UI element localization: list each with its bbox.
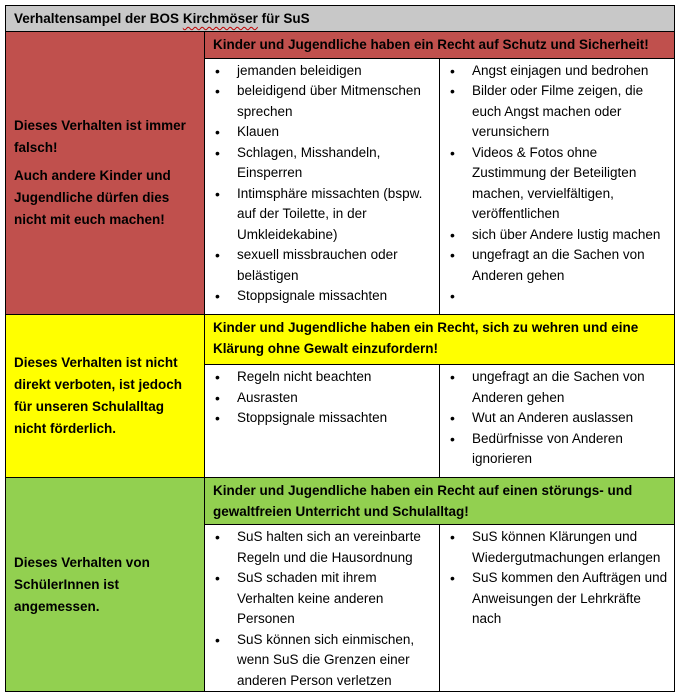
- list-item: • Bilder oder Filme zeigen, die euch Angst machen oder verunsichern: [444, 81, 670, 143]
- red-verdict-line-2: Auch andere Kinder und Jugendliche dürfen dies nicht mit euch machen!: [14, 168, 171, 227]
- list-item: • Ausrasten: [209, 388, 435, 409]
- list-item: • Stoppsignale missachten: [209, 286, 435, 307]
- yellow-verdict-cell: [6, 315, 205, 478]
- title-suffix: für SuS: [257, 11, 310, 26]
- title-underlined-word: Kirchmöser: [182, 11, 258, 26]
- green-list-right-items: [444, 527, 670, 630]
- yellow-list-left-items: [209, 367, 435, 429]
- list-item-empty: [444, 286, 670, 307]
- red-verdict-line-1: Dieses Verhalten ist immer falsch!: [14, 118, 186, 155]
- list-item: • SuS schaden mit ihrem Verhalten keine anderen Personen: [209, 568, 435, 630]
- red-list-right: [440, 58, 675, 314]
- title-prefix: Verhaltensampel der BOS: [14, 11, 183, 26]
- red-verdict-cell: [6, 32, 205, 315]
- red-list-left-items: [209, 61, 435, 307]
- title-row: [6, 6, 675, 32]
- yellow-list-right: [440, 365, 675, 478]
- green-list-right: [440, 525, 675, 692]
- list-item: • Wut an Anderen auslassen: [444, 408, 670, 429]
- list-item: • Angst einjagen und bedrohen: [444, 61, 670, 82]
- red-heading-row: [6, 32, 675, 59]
- list-item: • Schlagen, Misshandeln, Einsperren: [209, 143, 435, 184]
- list-item: • SuS kommen den Aufträgen und Anweisungen der Lehrkräfte nach: [444, 568, 670, 630]
- list-item: • SuS können sich einmischen, wenn SuS die Grenzen einer anderen Person verletzen: [209, 630, 435, 692]
- list-item: • ungefragt an die Sachen von Anderen gehen: [444, 245, 670, 286]
- list-item: • Videos & Fotos ohne Zustimmung der Beteiligten machen, vervielfältigen, veröffentlichen: [444, 143, 670, 225]
- list-item: • beleidigend über Mitmenschen sprechen: [209, 81, 435, 122]
- list-item: • sexuell missbrauchen oder belästigen: [209, 245, 435, 286]
- yellow-list-left: [205, 365, 440, 478]
- green-list-left-items: [209, 527, 435, 691]
- red-rights-heading: Kinder und Jugendliche haben ein Recht auf Schutz und Sicherheit!: [205, 32, 675, 59]
- document: [5, 5, 674, 689]
- green-verdict-cell: [6, 478, 205, 692]
- green-heading-row: [6, 478, 675, 525]
- list-item: • SuS können Klärungen und Wiedergutmachungen erlangen: [444, 527, 670, 568]
- list-item: • Stoppsignale missachten: [209, 408, 435, 429]
- red-list-left: [205, 58, 440, 314]
- list-item: • SuS halten sich an vereinbarte Regeln und die Hausordnung: [209, 527, 435, 568]
- list-item: • Intimsphäre missachten (bspw. auf der Toilette, in der Umkleidekabine): [209, 184, 435, 246]
- list-item: • sich über Andere lustig machen: [444, 225, 670, 246]
- green-verdict-text: Dieses Verhalten von SchülerInnen ist angemessen.: [14, 554, 150, 614]
- table-title: [6, 6, 675, 32]
- red-list-right-items: [444, 61, 670, 307]
- list-item: • Regeln nicht beachten: [209, 367, 435, 388]
- behavior-traffic-light-table: [5, 5, 675, 692]
- list-item: • Bedürfnisse von Anderen ignorieren: [444, 429, 670, 470]
- yellow-verdict-text: Dieses Verhalten ist nicht direkt verboten, ist jedoch für unseren Schulalltag nicht förderlich.: [14, 355, 183, 436]
- yellow-rights-heading: Kinder und Jugendliche haben ein Recht, sich zu wehren und eine Klärung ohne Gewalt einzufordern!: [205, 315, 675, 365]
- yellow-heading-row: [6, 315, 675, 365]
- list-item: • Klauen: [209, 122, 435, 143]
- green-rights-heading: Kinder und Jugendliche haben ein Recht auf einen störungs- und gewaltfreien Unterricht und Schulalltag!: [205, 478, 675, 525]
- list-item: • ungefragt an die Sachen von Anderen gehen: [444, 367, 670, 408]
- green-list-left: [205, 525, 440, 692]
- list-item: • jemanden beleidigen: [209, 61, 435, 82]
- yellow-list-right-items: [444, 367, 670, 470]
